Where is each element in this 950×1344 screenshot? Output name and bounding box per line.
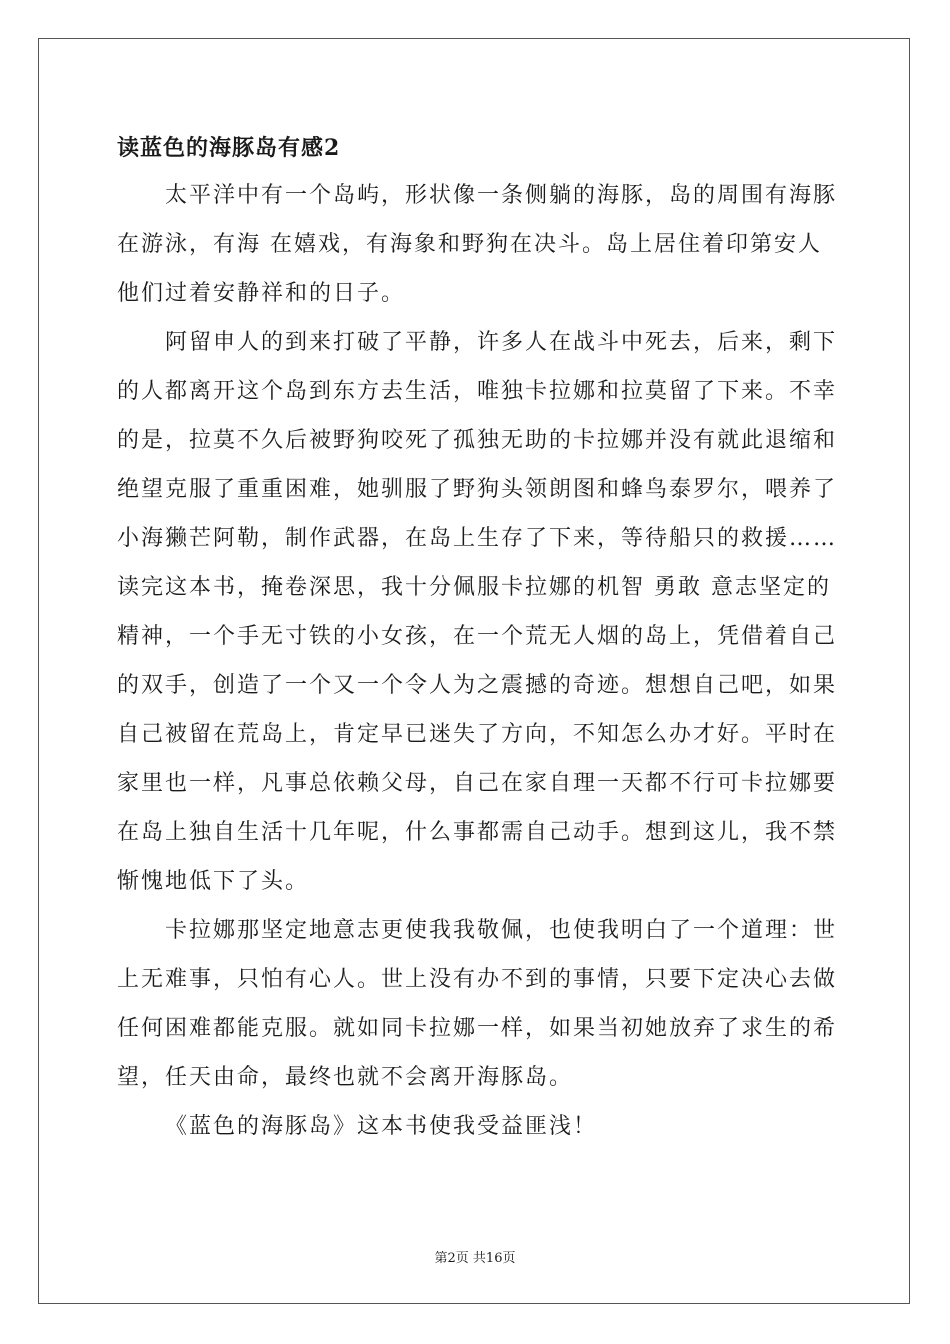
text-line: 精神，一个手无寸铁的小女孩，在一个荒无人烟的岛上，凭借着自己 bbox=[117, 624, 838, 649]
text-line: 阿留申人的到来打破了平静，许多人在战斗中死去，后来，剩下 bbox=[165, 330, 838, 355]
text-line: 在游泳，有海 在嬉戏，有海象和野狗在决斗。岛上居住着印第安人 bbox=[117, 232, 822, 257]
text-line: 的双手，创造了一个又一个令人为之震撼的奇迹。想想自己吧，如果 bbox=[117, 673, 838, 698]
text-line: 上无难事，只怕有心人。世上没有办不到的事情，只要下定决心去做 bbox=[117, 967, 838, 992]
page-number-footer: 第2页 共16页 bbox=[434, 1251, 516, 1266]
document-title: 读蓝色的海豚岛有感2 bbox=[117, 135, 341, 161]
text-line: 绝望克服了重重困难，她驯服了野狗头领朗图和蜂鸟泰罗尔，喂养了 bbox=[117, 477, 838, 502]
text-line: 自己被留在荒岛上，肯定早已迷失了方向，不知怎么办才好。平时在 bbox=[117, 722, 838, 747]
paragraph-lines bbox=[117, 171, 838, 1151]
text-line: 惭愧地低下了头。 bbox=[117, 869, 310, 894]
text-line: 的是，拉莫不久后被野狗咬死了孤独无助的卡拉娜并没有就此退缩和 bbox=[117, 428, 838, 453]
document-body bbox=[117, 125, 838, 1151]
text-line: 《蓝色的海豚岛》这本书使我受益匪浅！ bbox=[165, 1114, 598, 1139]
text-line: 望，任天由命，最终也就不会离开海豚岛。 bbox=[117, 1065, 574, 1090]
text-line: 家里也一样，凡事总依赖父母，自己在家自理一天都不行可卡拉娜要 bbox=[117, 771, 838, 796]
text-line: 任何困难都能克服。就如同卡拉娜一样，如果当初她放弃了求生的希 bbox=[117, 1016, 838, 1041]
text-line: 太平洋中有一个岛屿，形状像一条侧躺的海豚，岛的周围有海豚 bbox=[165, 183, 838, 208]
text-line: 小海獭芒阿勒，制作武器，在岛上生存了下来，等待船只的救援…… bbox=[117, 526, 838, 551]
text-line: 在岛上独自生活十几年呢，什么事都需自己动手。想到这儿，我不禁 bbox=[117, 820, 838, 845]
text-line: 的人都离开这个岛到东方去生活，唯独卡拉娜和拉莫留了下来。不幸 bbox=[117, 379, 838, 404]
text-line: 他们过着安静祥和的日子。 bbox=[117, 281, 406, 306]
text-line: 读完这本书，掩卷深思，我十分佩服卡拉娜的机智 勇敢 意志坚定的 bbox=[117, 575, 831, 600]
text-line: 卡拉娜那坚定地意志更使我我敬佩，也使我明白了一个道理：世 bbox=[165, 918, 838, 943]
